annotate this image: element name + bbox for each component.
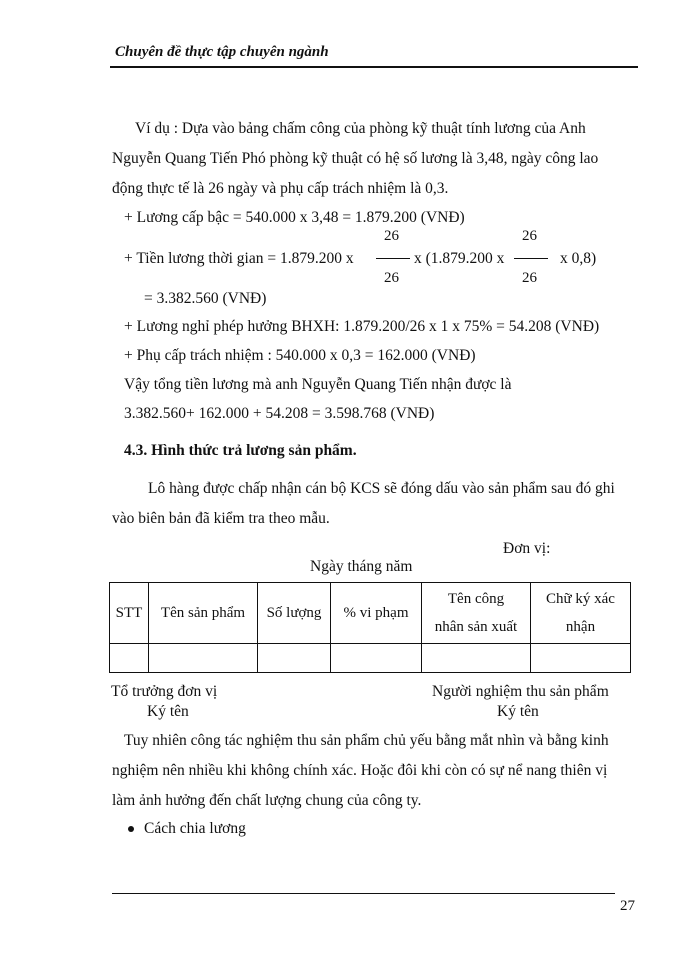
acceptance-form-table: [109, 582, 631, 673]
section-para-line-2: vào biên bản đã kiểm tra theo mẫu.: [112, 510, 330, 527]
fraction-1-numerator: 26: [384, 228, 399, 244]
fraction-1-bar: [376, 258, 410, 259]
total-line-1: Vậy tổng tiền lương mà anh Nguyễn Quang Tiến nhận được là: [124, 376, 512, 393]
footer-rule: [112, 893, 615, 894]
fraction-2-denominator: 26: [522, 270, 537, 286]
closing-line-3: làm ảnh hưởng đến chất lượng chung của công ty.: [112, 792, 422, 809]
table-cell: [110, 644, 149, 673]
col-header-signature-line-2: nhận: [565, 619, 596, 635]
calc-base-salary: + Lương cấp bậc = 540.000 x 3,48 = 1.879.200 (VNĐ): [124, 209, 465, 226]
table-row: [110, 644, 631, 673]
right-signer-title: Người nghiệm thu sản phẩm: [432, 683, 609, 700]
example-line-3: động thực tế là 26 ngày và phụ cấp trách nhiệm là 0,3.: [112, 180, 449, 197]
calc-time-mid: x (1.879.200 x: [414, 250, 505, 267]
table-cell: [531, 644, 631, 673]
closing-line-1: Tuy nhiên công tác nghiệm thu sản phẩm chủ yếu bằng mắt nhìn và bằng kinh: [124, 732, 609, 749]
table-cell: [422, 644, 531, 673]
col-header-worker-name-line-1: Tên công: [447, 591, 505, 607]
section-para-line-1: Lô hàng được chấp nhận cán bộ KCS sẽ đóng dấu vào sản phẩm sau đó ghi: [148, 480, 615, 497]
fraction-2-bar: [514, 258, 548, 259]
bullet-text: Cách chia lương: [144, 820, 246, 837]
section-heading: 4.3. Hình thức trả lương sản phẩm.: [124, 442, 357, 459]
calc-time-result: = 3.382.560 (VNĐ): [144, 290, 267, 307]
closing-line-2: nghiệm nên nhiều khi không chính xác. Hoặc đôi khi còn có sự nể nang thiên vị: [112, 762, 608, 779]
col-header-quantity: Số lượng: [258, 583, 331, 644]
calc-leave-salary: + Lương nghỉ phép hưởng BHXH: 1.879.200/26 x 1 x 75% = 54.208 (VNĐ): [124, 318, 600, 335]
table-cell: [331, 644, 422, 673]
calc-allowance: + Phụ cấp trách nhiệm : 540.000 x 0,3 = 162.000 (VNĐ): [124, 347, 476, 364]
table-cell: [149, 644, 258, 673]
fraction-2-numerator: 26: [522, 228, 537, 244]
left-signer-sign: Ký tên: [147, 703, 189, 720]
calc-time-label: + Tiền lương thời gian = 1.879.200 x: [124, 250, 354, 267]
calc-time-end: x 0,8): [560, 250, 597, 267]
col-header-violation: % vi phạm: [331, 583, 422, 644]
col-header-signature-line-1: Chữ ký xác: [546, 591, 615, 607]
example-line-2: Nguyễn Quang Tiến Phó phòng kỹ thuật có hệ số lương là 3,48, ngày công lao: [112, 150, 599, 167]
col-header-signature: [531, 583, 631, 644]
table-cell: [258, 644, 331, 673]
bullet-item: [128, 820, 246, 838]
fraction-1-denominator: 26: [384, 270, 399, 286]
header-rule: [110, 66, 638, 68]
table-header-row: [110, 583, 631, 644]
form-date-line: Ngày tháng năm: [310, 558, 413, 575]
total-line-2: 3.382.560+ 162.000 + 54.208 = 3.598.768 (VNĐ): [124, 405, 435, 422]
col-header-stt: STT: [110, 583, 149, 644]
bullet-icon: [128, 826, 134, 832]
running-header: Chuyên đề thực tập chuyên ngành: [115, 44, 329, 60]
page-number: 27: [620, 898, 635, 914]
col-header-worker-name: [422, 583, 531, 644]
left-signer-title: Tổ trưởng đơn vị: [111, 683, 218, 700]
col-header-product-name: Tên sản phẩm: [149, 583, 258, 644]
right-signer-sign: Ký tên: [497, 703, 539, 720]
col-header-worker-name-line-2: nhân sản xuất: [434, 619, 518, 635]
example-line-1: Ví dụ : Dựa vào bảng chấm công của phòng kỹ thuật tính lương của Anh: [135, 120, 586, 137]
form-unit-label: Đơn vị:: [503, 540, 551, 557]
